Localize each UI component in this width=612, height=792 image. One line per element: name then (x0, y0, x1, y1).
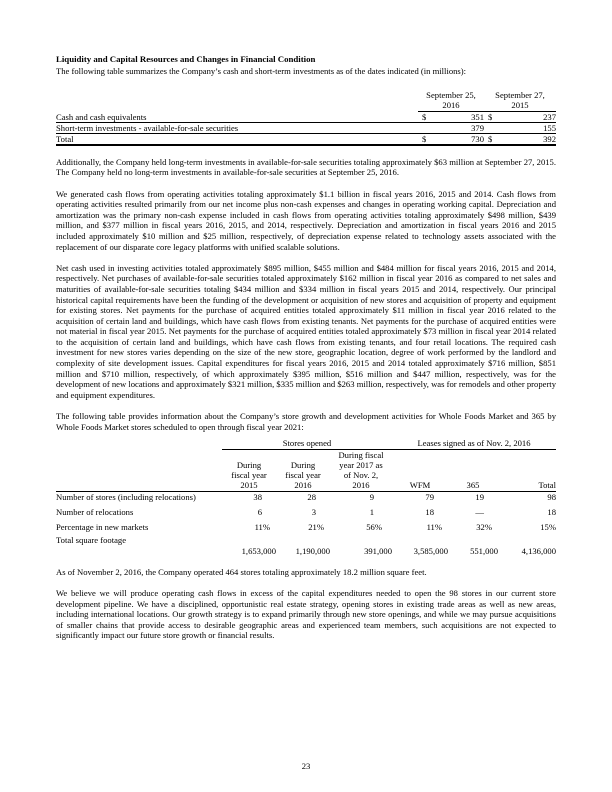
cell-fy2017: 1 (369, 507, 374, 518)
paragraph-investing-activities: Net cash used in investing activities totaled approximately $895 million, $455 million and $484 million for fiscal years 2016, 2015 and 2014, respectively. Net purchases of available-for-sale securities totaled approximately $162 million in fiscal year 2016 as compared to net sales and maturities of available-for-sale securities totaling $434 million and $334 million in fiscal years 2015 and 2014, respectively. Our principal historical capital requirements have been the funding of the development or acquisition of new stores and acquisition of property and equipment for existing stores. Net payments for the purchase of acquired entities totaled approximately $11 million in fiscal year 2016 related to the acquisition of certain land and buildings, which have cash flows from existing tenants. Net payments for the purchase of acquired entities were not material in fiscal year 2015. Net payments for the purchase of acquired entities totaled approximately $73 million in fiscal year 2014 related to the acquisition of certain land and buildings, which have cash flows from existing tenants, and four retail locations. The required cash investment for new stores varies depending on the size of the new store, geographic location, degree of work performed by the landlord and complexity of site development issues. Capital expenditures for fiscal years 2016, 2015 and 2014 totaled approximately $716 million, $851 million and $710 million, respectively, of which approximately $395 million, $516 million and $447 million, respectively, was for the development of new locations and approximately $321 million, $335 million and $263 million, respectively, was for remodels and other property and equipment expenditures. (56, 262, 556, 400)
header-line: of Nov. 2, (343, 470, 379, 481)
cell-wfm: 18 (425, 507, 434, 518)
currency-symbol: $ (418, 111, 430, 122)
row-label: Total (56, 134, 418, 146)
currency-symbol: $ (418, 134, 430, 146)
table-row-total (56, 134, 556, 146)
cell-fy2017: 56% (366, 522, 382, 533)
header-line: fiscal year (285, 470, 321, 481)
table-row (56, 492, 556, 503)
cell-total: 4,136,000 (521, 546, 556, 557)
table-row (56, 532, 556, 556)
group-header-row (56, 438, 556, 450)
cell-fy2016: 21% (308, 522, 324, 533)
table-row (56, 111, 556, 122)
row-label: Number of relocations (56, 507, 134, 518)
cell-fy2016: 28 (276, 492, 330, 503)
col-header-365: 365 (466, 480, 480, 491)
paragraph-stores-operated: As of November 2, 2016, the Company operated 464 stores totaling approximately 18.2 million square feet. (56, 566, 427, 577)
cell-wfm: 11% (426, 522, 442, 533)
page-number: 23 (301, 761, 311, 771)
header-line: year 2017 as (339, 460, 383, 471)
group-header-leases-signed: Leases signed as of Nov. 2, 2016 (392, 438, 556, 450)
col-header-fy2016 (276, 450, 330, 492)
table-row (56, 122, 556, 133)
cell-fy2016: 3 (311, 507, 316, 518)
row-label: Percentage in new markets (56, 522, 149, 533)
cell-total: 18 (547, 507, 556, 518)
header-line: 2016 (352, 480, 370, 491)
intro-text: The following table summarizes the Company’s cash and short-term investments as of the dates indicated (in millions): (56, 65, 467, 76)
table-row (56, 502, 556, 517)
store-growth-table (56, 438, 556, 556)
column-header-row (56, 450, 556, 492)
cell-365: 551,000 (470, 546, 498, 557)
currency-symbol: $ (484, 111, 496, 122)
paragraph-long-term-investments: Additionally, the Company held long-term investments in available-for-sale securities totaling approximately $63 million at September 27, 2015. The Company held no long-term investments in available-for-sale securities at September 25, 2016. (56, 156, 556, 178)
cell-365: — (475, 507, 484, 518)
col-header-total: Total (538, 480, 556, 491)
document-page (56, 54, 556, 641)
header-line: fiscal year (231, 470, 267, 481)
row-label: Cash and cash equivalents (56, 111, 418, 122)
col-header-wfm: WFM (409, 480, 431, 491)
currency-symbol: $ (484, 134, 496, 146)
cell-fy2015: 1,653,000 (241, 546, 276, 557)
col-header-2015-line2: 2015 (511, 100, 529, 111)
value-2016: 730 (430, 134, 484, 146)
paragraph-operating-cash-flows: We generated cash flows from operating activities totaling approximately $1.1 billion in fiscal years 2016, 2015 and 2014. Cash flows from operating activities resulted primarily from our net income plus non-cash expenses and changes in operating working capital. Depreciation and amortization was the primary non-cash expense included in cash flows from operating activities totaling approximately $498 million, $439 million, and $377 million in fiscal years 2016, 2015, and 2014, respectively. Depreciation and amortization in fiscal years 2016 and 2015 included approximately $10 million and $25 million, respectively, of depreciation expense related to technology assets associated with the replacement of our disparate core legacy platforms with unified scalable solutions. (56, 188, 556, 252)
group-header-stores-opened: Stores opened (222, 438, 392, 450)
header-line: During fiscal (338, 450, 384, 461)
cell-fy2017: 9 (330, 492, 392, 503)
cell-fy2017: 391,000 (364, 546, 392, 557)
value-2015: 155 (496, 122, 556, 133)
cell-wfm: 3,585,000 (413, 546, 448, 557)
value-2016: 351 (430, 111, 484, 122)
value-2015: 392 (496, 134, 556, 146)
header-line: During (290, 460, 316, 471)
col-header-2016-line2: 2016 (442, 100, 460, 111)
row-label: Short-term investments - available-for-sale securities (56, 122, 418, 133)
col-header-fy2017 (330, 450, 392, 492)
cell-fy2015: 6 (257, 507, 262, 518)
col-header-2016-line1: September 25, (426, 90, 476, 101)
cash-table-header-row (56, 90, 556, 111)
header-line: During (236, 460, 262, 471)
value-2015: 237 (496, 111, 556, 122)
cash-investments-table (56, 90, 556, 146)
cell-wfm: 79 (392, 492, 448, 503)
cell-fy2016: 1,190,000 (295, 546, 330, 557)
col-header-2016 (418, 90, 484, 111)
row-label: Total square footage (56, 535, 127, 546)
col-header-fy2015 (222, 450, 276, 492)
section-title: Liquidity and Capital Resources and Changes in Financial Condition (56, 54, 316, 64)
cell-fy2015: 11% (254, 522, 270, 533)
cell-total: 15% (540, 522, 556, 533)
cell-total: 98 (498, 492, 556, 503)
cell-365: 32% (476, 522, 492, 533)
header-line: 2015 (240, 480, 258, 491)
paragraph-store-table-intro: The following table provides information about the Company’s store growth and development activities for Whole Foods Market and 365 by Whole Foods Market stores scheduled to open through fiscal year 2021: (56, 411, 556, 432)
col-header-2015 (484, 90, 556, 111)
cell-365: 19 (448, 492, 498, 503)
col-header-2015-line1: September 27, (495, 90, 545, 101)
row-label: Number of stores (including relocations) (56, 492, 222, 503)
cell-fy2015: 38 (222, 492, 276, 503)
table-row (56, 517, 556, 532)
paragraph-growth-strategy: We believe we will produce operating cash flows in excess of the capital expenditures needed to open the 98 stores in our current store development pipeline. We have a disciplined, opportunistic real estate strategy, opening stores in existing trade areas as well as new areas, including international locations. Our growth strategy is to expand primarily through new store openings, and while we may pursue acquisitions of smaller chains that provide access to desirable geographic areas and experienced team members, such acquisitions are not expected to significantly impact our future store growth or financial results. (56, 588, 556, 641)
value-2016: 379 (430, 122, 484, 133)
header-line: 2016 (294, 480, 312, 491)
